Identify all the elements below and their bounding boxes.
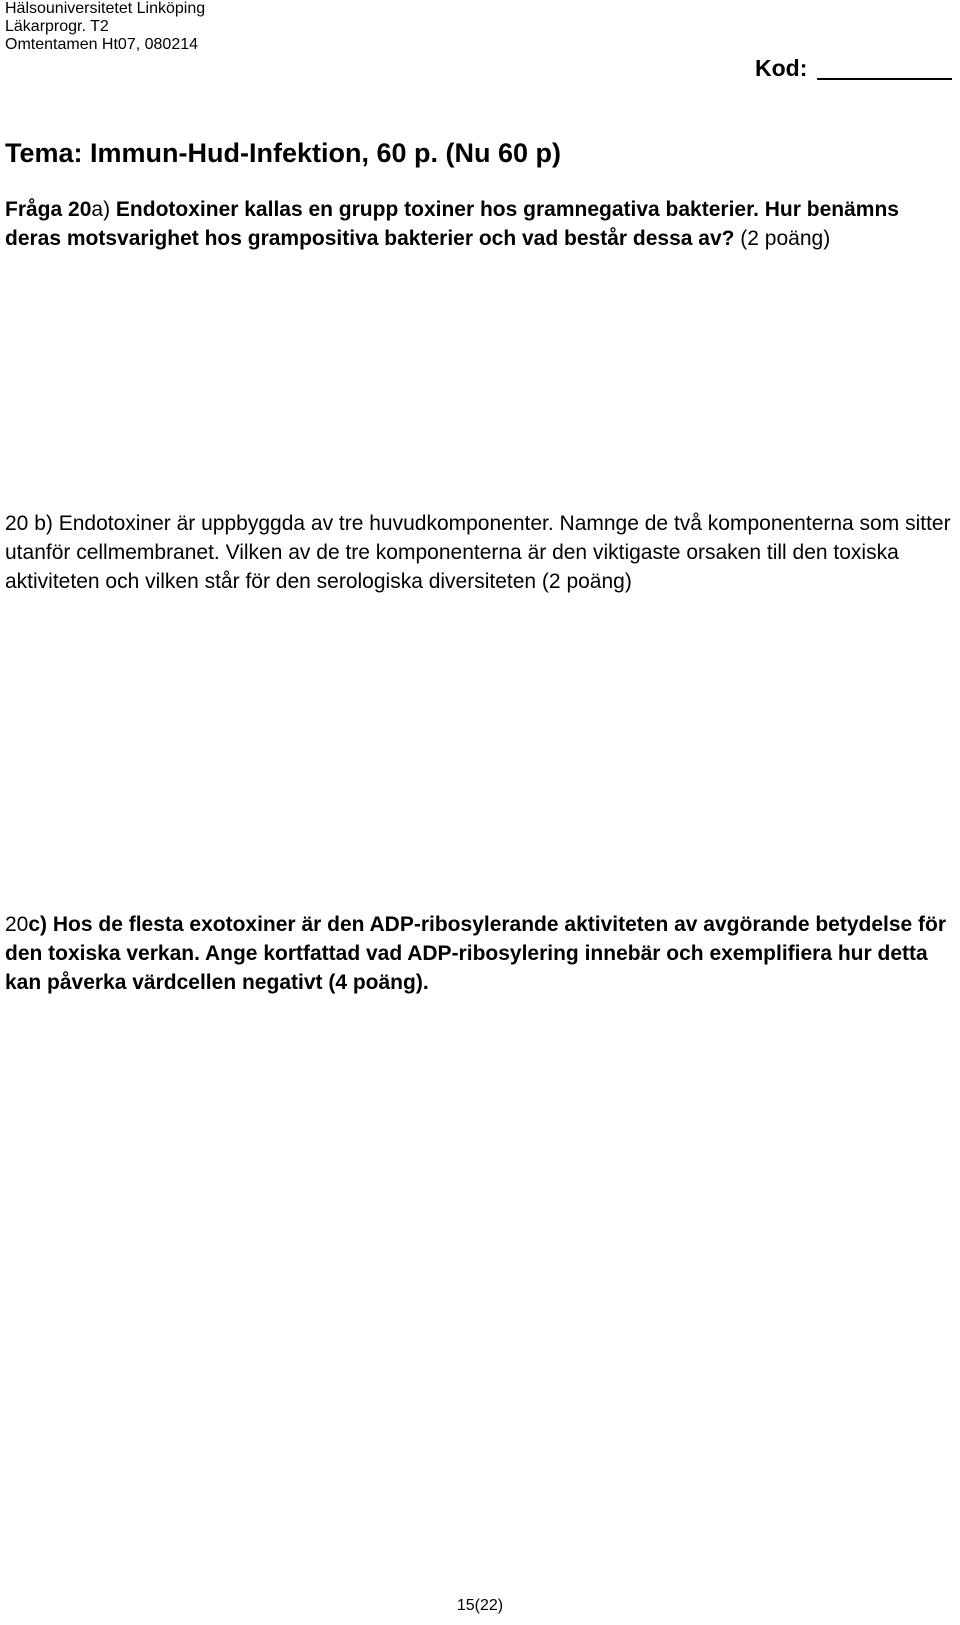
theme-heading: Tema: Immun-Hud-Infektion, 60 p. (Nu 60 p)	[5, 138, 562, 168]
question-20a-text: Endotoxiner kallas en grupp toxiner hos gramnegativa bakterier. Hur benämns deras motsvarighet hos grampositiva bakterier och vad består dessa av?	[5, 198, 899, 250]
question-20a-letter: a)	[91, 198, 111, 221]
code-field	[755, 54, 952, 82]
question-20c-prefix: 20	[5, 913, 29, 936]
question-20b: 20 b) Endotoxiner är uppbyggda av tre huvudkomponenter. Namnge de två komponenterna som sitter utanför cellmembranet. Vilken av de tre komponenterna är den viktigaste orsaken till den toxiska aktiviteten och vilken står för den serologiska diversiteten (2 poäng)	[5, 512, 951, 593]
page-number: 15(22)	[456, 1597, 504, 1614]
question-20a-prefix: Fråga 20	[5, 198, 92, 221]
exam-name: Omtentamen Ht07, 080214	[5, 36, 199, 53]
code-blank-line	[817, 77, 952, 80]
question-20c-text: c) Hos de flesta exotoxiner är den ADP-ribosylerande aktiviteten av avgörande betydelse för den toxiska verkan. Ange kortfattad vad ADP-ribosylering innebär och exemplifiera hur detta kan påverka värdcellen negativt (4 poäng).	[5, 913, 947, 994]
institution-name: Hälsouniversitetet Linköping	[5, 0, 206, 17]
code-label: Kod:	[755, 55, 808, 81]
program-name: Läkarprogr. T2	[5, 18, 109, 35]
question-20a	[5, 195, 955, 253]
question-20a-points: (2 poäng)	[734, 227, 831, 250]
question-20c	[5, 910, 955, 997]
